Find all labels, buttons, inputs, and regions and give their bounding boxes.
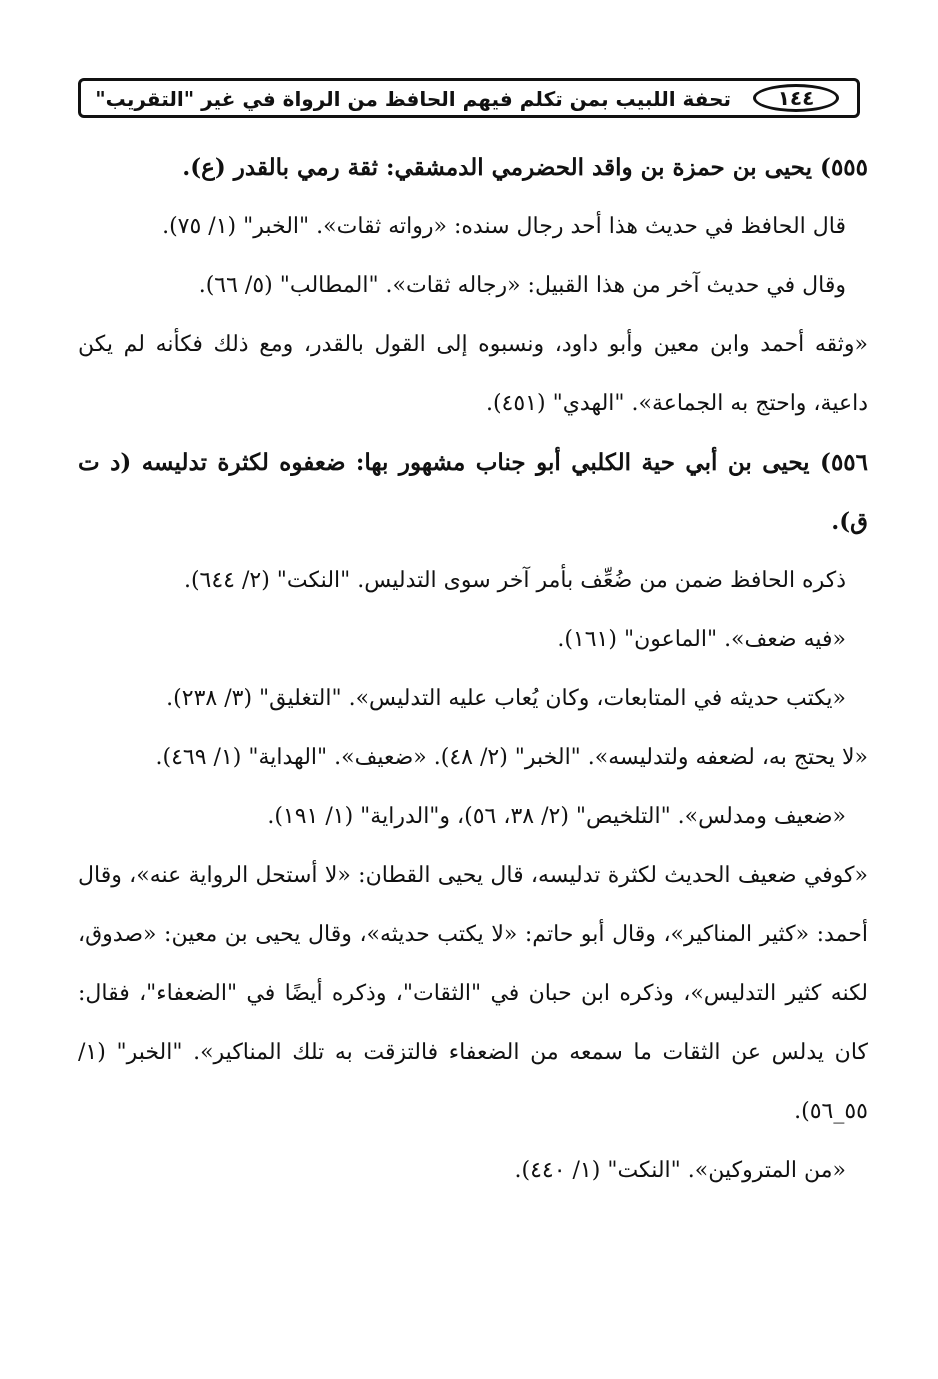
- paragraph: قال الحافظ في حديث هذا أحد رجال سنده: «رواته ثقات». "الخبر" (١/ ٧٥).: [162, 214, 846, 239]
- paragraph: «ضعيف ومدلس». "التلخيص" (٢/ ٣٨، ٥٦)، و"الدراية" (١/ ١٩١).: [267, 804, 846, 829]
- paragraph: ذكره الحافظ ضمن من ضُعِّف بأمر آخر سوى التدليس. "النكت" (٢/ ٦٤٤).: [183, 568, 846, 593]
- running-title: تحفة اللبيب بمن تكلم فيهم الحافظ من الرواة في غير "التقريب": [95, 87, 731, 111]
- paragraph: «كوفي ضعيف الحديث لكثرة تدليسه، قال يحيى القطان: «لا أستحل الرواية عنه»، وقال أحمد: «كثير المناكير»، وقال أبو حاتم: «لا يكتب حديثه»، وقال يحيى بن معين: «صدوق، لكنه كثير التدليس»، وذكره ابن حبان في "الثقات"، وذكره أيضًا في "الضعفاء"، فقال: كان يدلس عن الثقات ما سمعه من الضعفاء فالتزقت به تلك المناكير». "الخبر" (١/ ٥٥_٥٦).: [78, 863, 868, 1124]
- page-number: ١٤٤: [753, 84, 839, 112]
- entry-heading-556: ٥٥٦) يحيى بن أبي حية الكلبي أبو جناب مشهور بها: ضعفوه لكثرة تدليسه (د ت ق).: [78, 449, 868, 535]
- page-header: [78, 78, 860, 118]
- paragraph: «يكتب حديثه في المتابعات، وكان يُعاب عليه التدليس». "التغليق" (٣/ ٢٣٨).: [166, 686, 846, 711]
- paragraph: وقال في حديث آخر من هذا القبيل: «رجاله ثقات». "المطالب" (٥/ ٦٦).: [198, 273, 846, 298]
- paragraph: «لا يحتج به، لضعفه ولتدليسه». "الخبر" (٢/ ٤٨). «ضعيف». "الهداية" (١/ ٤٦٩).: [155, 745, 868, 770]
- paragraph: «فيه ضعف». "الماعون" (١٦١).: [557, 627, 846, 652]
- paragraph: «من المتروكين». "النكت" (١/ ٤٤٠).: [514, 1158, 846, 1183]
- page-body: [78, 138, 868, 1200]
- paragraph: «وثقه أحمد وابن معين وأبو داود، ونسبوه إلى القول بالقدر، ومع ذلك فكأنه لم يكن داعية، واحتج به الجماعة». "الهدي" (٤٥١).: [78, 332, 868, 416]
- entry-heading-555: ٥٥٥) يحيى بن حمزة بن واقد الحضرمي الدمشقي: ثقة رمي بالقدر (ع).: [182, 154, 868, 181]
